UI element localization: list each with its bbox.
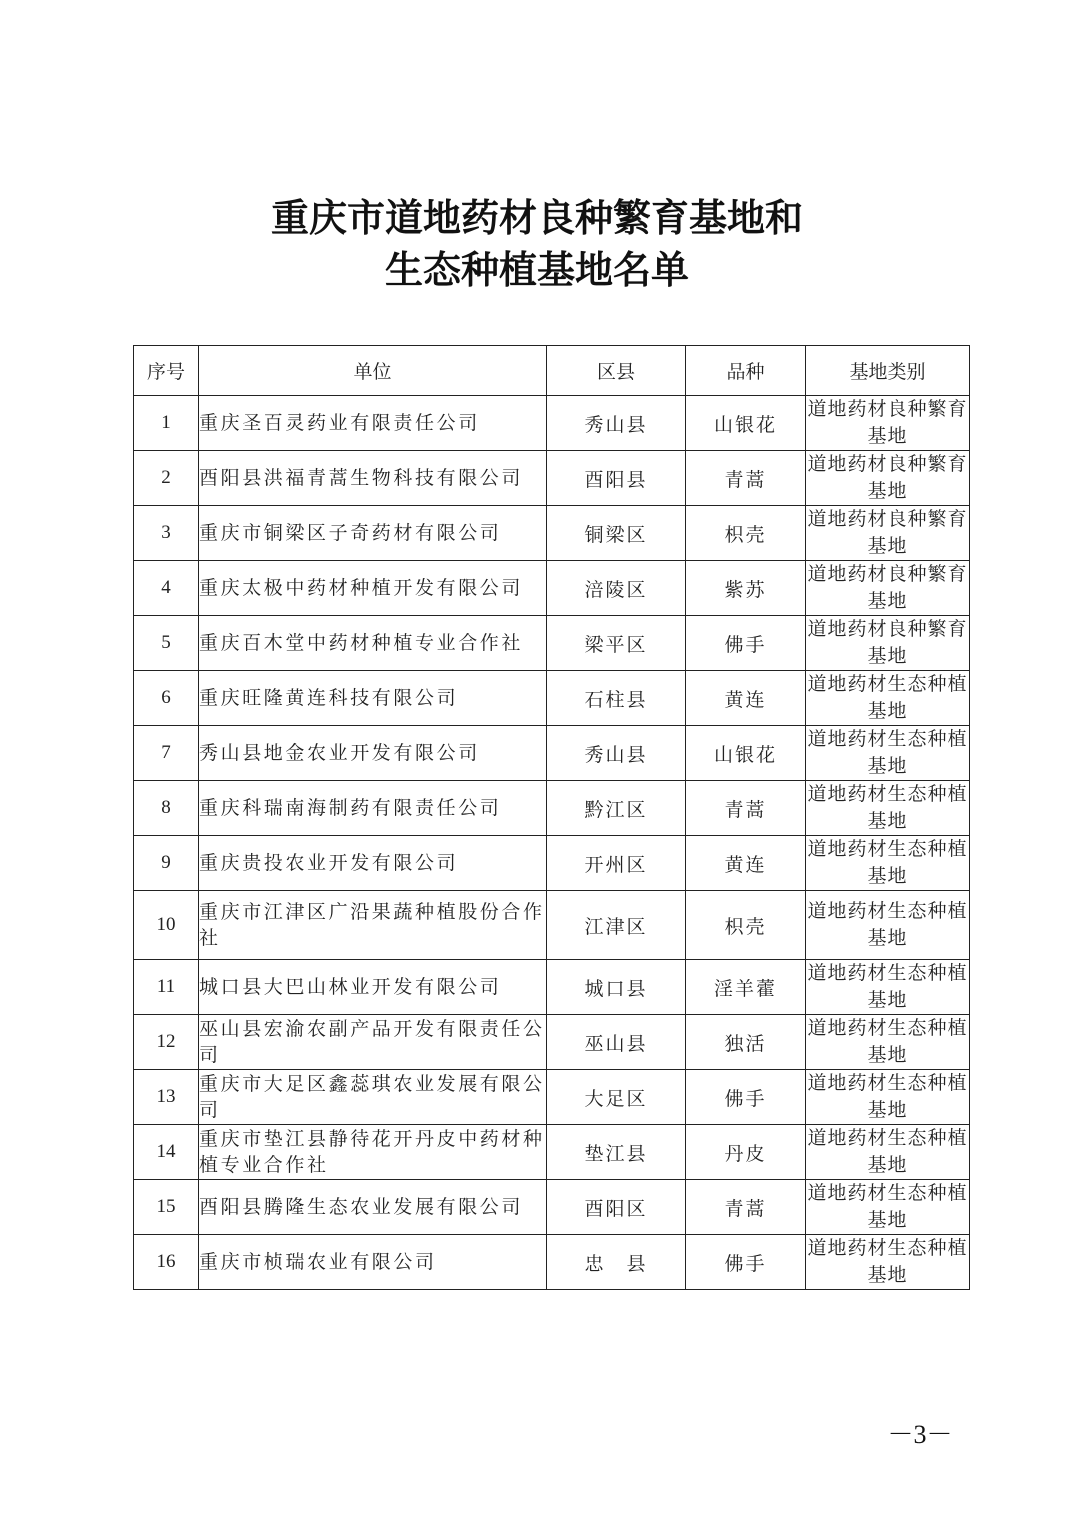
table-row	[134, 616, 970, 671]
table-row	[134, 1070, 970, 1125]
cell-variety: 枳壳	[686, 891, 806, 960]
cell-county: 酉阳县	[547, 451, 686, 506]
cell-type: 道地药材生态种植基地	[806, 1125, 970, 1180]
cell-variety: 黄连	[686, 836, 806, 891]
cell-no: 6	[134, 671, 199, 726]
cell-no: 11	[134, 960, 199, 1015]
cell-county: 忠 县	[547, 1235, 686, 1290]
table-row	[134, 726, 970, 781]
cell-variety: 青蒿	[686, 1180, 806, 1235]
cell-variety: 青蒿	[686, 781, 806, 836]
cell-type: 道地药材生态种植基地	[806, 1235, 970, 1290]
cell-no: 8	[134, 781, 199, 836]
cell-no: 14	[134, 1125, 199, 1180]
table-row	[134, 671, 970, 726]
cell-variety: 独活	[686, 1015, 806, 1070]
cell-variety: 佛手	[686, 1235, 806, 1290]
cell-county: 秀山县	[547, 396, 686, 451]
cell-unit: 重庆市桢瑞农业有限公司	[199, 1235, 547, 1290]
cell-type: 道地药材生态种植基地	[806, 781, 970, 836]
cell-county: 酉阳区	[547, 1180, 686, 1235]
cell-variety: 山银花	[686, 726, 806, 781]
header-no: 序号	[134, 346, 199, 396]
cell-no: 12	[134, 1015, 199, 1070]
cell-type: 道地药材良种繁育基地	[806, 561, 970, 616]
header-county: 区县	[547, 346, 686, 396]
cell-county: 梁平区	[547, 616, 686, 671]
cell-no: 4	[134, 561, 199, 616]
cell-variety: 枳壳	[686, 506, 806, 561]
cell-type: 道地药材生态种植基地	[806, 960, 970, 1015]
cell-county: 开州区	[547, 836, 686, 891]
cell-no: 7	[134, 726, 199, 781]
page-number: －3－	[887, 1420, 953, 1449]
cell-no: 15	[134, 1180, 199, 1235]
cell-unit: 酉阳县洪福青蒿生物科技有限公司	[199, 451, 547, 506]
cell-variety: 紫苏	[686, 561, 806, 616]
cell-type: 道地药材生态种植基地	[806, 726, 970, 781]
cell-unit: 酉阳县腾隆生态农业发展有限公司	[199, 1180, 547, 1235]
table-row	[134, 1180, 970, 1235]
table-row	[134, 1235, 970, 1290]
cell-no: 3	[134, 506, 199, 561]
base-list-table	[133, 345, 970, 1290]
cell-unit: 重庆太极中药材种植开发有限公司	[199, 561, 547, 616]
table-row	[134, 561, 970, 616]
cell-type: 道地药材生态种植基地	[806, 671, 970, 726]
cell-county: 铜梁区	[547, 506, 686, 561]
cell-county: 大足区	[547, 1070, 686, 1125]
cell-unit: 重庆市铜梁区子奇药材有限公司	[199, 506, 547, 561]
cell-unit: 重庆圣百灵药业有限责任公司	[199, 396, 547, 451]
cell-unit: 重庆旺隆黄连科技有限公司	[199, 671, 547, 726]
cell-unit: 巫山县宏渝农副产品开发有限责任公司	[199, 1015, 547, 1070]
cell-county: 城口县	[547, 960, 686, 1015]
cell-county: 江津区	[547, 891, 686, 960]
table-row	[134, 960, 970, 1015]
table-row	[134, 506, 970, 561]
header-variety: 品种	[686, 346, 806, 396]
cell-no: 5	[134, 616, 199, 671]
cell-type: 道地药材生态种植基地	[806, 1180, 970, 1235]
cell-variety: 佛手	[686, 616, 806, 671]
document-title	[0, 192, 1074, 296]
cell-type: 道地药材良种繁育基地	[806, 616, 970, 671]
table-header-row	[134, 346, 970, 396]
header-type: 基地类别	[806, 346, 970, 396]
cell-variety: 青蒿	[686, 451, 806, 506]
cell-unit: 重庆市大足区鑫蕊琪农业发展有限公司	[199, 1070, 547, 1125]
cell-unit: 城口县大巴山林业开发有限公司	[199, 960, 547, 1015]
cell-no: 1	[134, 396, 199, 451]
cell-variety: 丹皮	[686, 1125, 806, 1180]
cell-variety: 山银花	[686, 396, 806, 451]
cell-type: 道地药材生态种植基地	[806, 1015, 970, 1070]
table-row	[134, 891, 970, 960]
cell-county: 巫山县	[547, 1015, 686, 1070]
cell-type: 道地药材生态种植基地	[806, 891, 970, 960]
cell-county: 秀山县	[547, 726, 686, 781]
cell-county: 涪陵区	[547, 561, 686, 616]
table-body	[134, 396, 970, 1290]
cell-no: 10	[134, 891, 199, 960]
cell-unit: 重庆科瑞南海制药有限责任公司	[199, 781, 547, 836]
cell-type: 道地药材良种繁育基地	[806, 396, 970, 451]
table-row	[134, 396, 970, 451]
cell-no: 13	[134, 1070, 199, 1125]
header-unit: 单位	[199, 346, 547, 396]
cell-variety: 佛手	[686, 1070, 806, 1125]
table-row	[134, 1125, 970, 1180]
cell-type: 道地药材生态种植基地	[806, 1070, 970, 1125]
cell-no: 9	[134, 836, 199, 891]
table-row	[134, 836, 970, 891]
cell-unit: 重庆贵投农业开发有限公司	[199, 836, 547, 891]
cell-type: 道地药材良种繁育基地	[806, 506, 970, 561]
cell-unit: 重庆市垫江县静待花开丹皮中药材种植专业合作社	[199, 1125, 547, 1180]
cell-county: 石柱县	[547, 671, 686, 726]
cell-no: 2	[134, 451, 199, 506]
title-line-2: 生态种植基地名单	[384, 247, 689, 292]
cell-unit: 秀山县地金农业开发有限公司	[199, 726, 547, 781]
cell-county: 垫江县	[547, 1125, 686, 1180]
cell-no: 16	[134, 1235, 199, 1290]
table-row	[134, 781, 970, 836]
cell-unit: 重庆市江津区广沿果蔬种植股份合作社	[199, 891, 547, 960]
cell-variety: 黄连	[686, 671, 806, 726]
table-row	[134, 451, 970, 506]
title-line-1: 重庆市道地药材良种繁育基地和	[270, 195, 803, 240]
table-row	[134, 1015, 970, 1070]
cell-unit: 重庆百木堂中药材种植专业合作社	[199, 616, 547, 671]
cell-type: 道地药材良种繁育基地	[806, 451, 970, 506]
cell-type: 道地药材生态种植基地	[806, 836, 970, 891]
cell-variety: 淫羊藿	[686, 960, 806, 1015]
cell-county: 黔江区	[547, 781, 686, 836]
